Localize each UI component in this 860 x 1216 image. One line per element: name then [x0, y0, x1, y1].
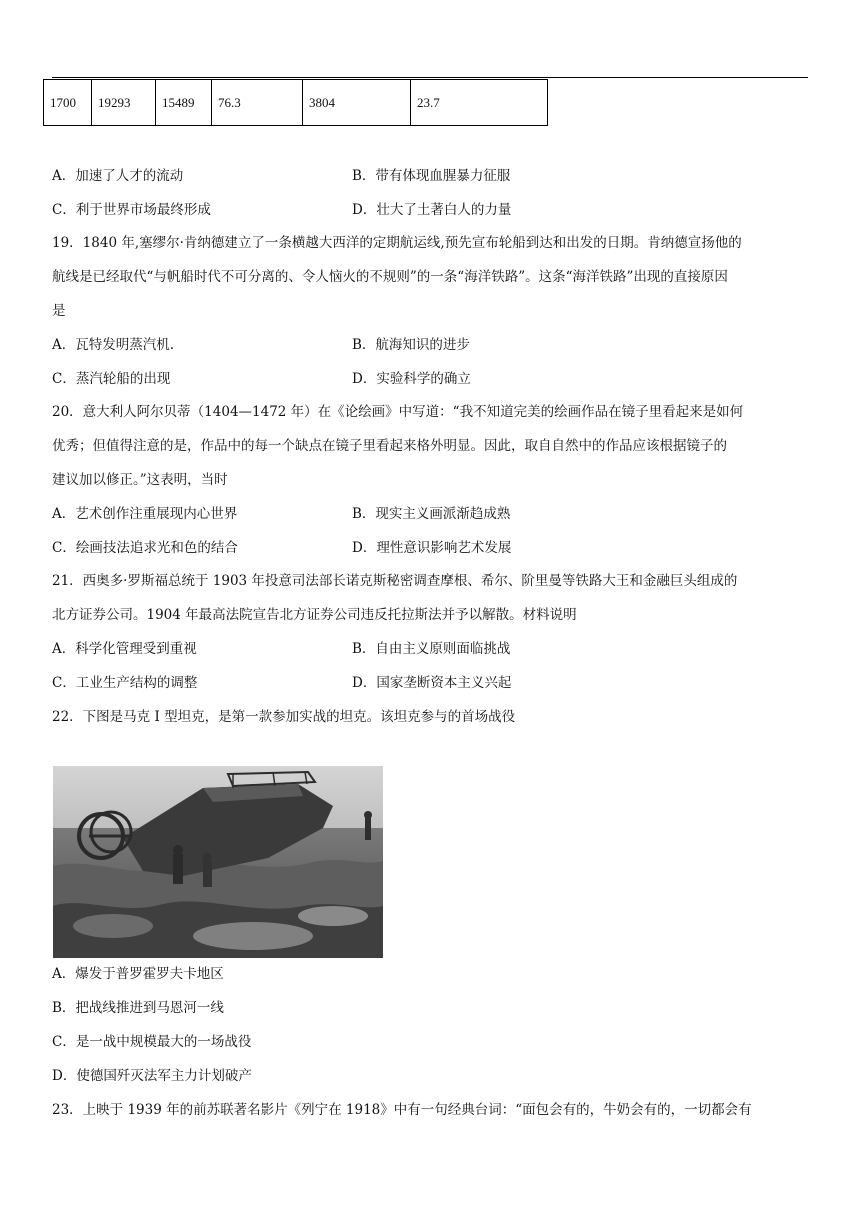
q21-option-a: A．科学化管理受到重视	[52, 641, 197, 657]
q22-option-b: B．把战线推进到马恩河一线	[52, 1000, 224, 1016]
data-table	[43, 79, 548, 126]
table-cell: 23.7	[411, 80, 548, 126]
q18-option-b: B．带有体现血腥暴力征服	[352, 168, 511, 184]
q20-option-d: D．理性意识影响艺术发展	[352, 540, 512, 556]
q19-option-b: B．航海知识的进步	[352, 337, 470, 353]
q21-stem-line2: 北方证券公司。1904 年最高法院宣告北方证券公司违反托拉斯法并予以解散。材料说明	[52, 607, 577, 623]
q18-option-d: D．壮大了土著白人的力量	[352, 202, 512, 218]
table-cell: 76.3	[212, 80, 303, 126]
q20-stem-line2: 优秀；但值得注意的是，作品中的每一个缺点在镜子里看起来格外明显。因此，取自自然中的作品应该根据镜子的	[52, 438, 727, 454]
q22-stem-line1: 22．下图是马克 I 型坦克，是第一款参加实战的坦克。该坦克参与的首场战役	[52, 709, 516, 725]
q19-stem-line3: 是	[52, 303, 66, 319]
q21-option-d: D．国家垄断资本主义兴起	[352, 675, 512, 691]
table-cell: 15489	[156, 80, 212, 126]
q20-stem-line3: 建议加以修正。”这表明，当时	[52, 472, 228, 488]
q20-option-b: B．现实主义画派渐趋成熟	[352, 506, 511, 522]
q19-stem-line1: 19．1840 年,塞缪尔·肯纳德建立了一条横越大西洋的定期航运线,预先宣布轮船到达和出发的日期。肯纳德宣扬他的	[52, 235, 742, 251]
q19-option-d: D．实验科学的确立	[352, 371, 471, 387]
table-row	[44, 80, 548, 126]
q23-stem-line1: 23．上映于 1939 年的前苏联著名影片《列宁在 1918》中有一句经典台词：“面包会有的，牛奶会有的，一切都会有	[52, 1102, 752, 1118]
q19-option-c: C．蒸汽轮船的出现	[52, 371, 171, 387]
q20-option-a: A．艺术创作注重展现内心世界	[52, 506, 238, 522]
q22-option-c: C．是一战中规模最大的一场战役	[52, 1034, 252, 1050]
table-cell: 19293	[92, 80, 156, 126]
q20-stem-line1: 20．意大利人阿尔贝蒂（1404—1472 年）在《论绘画》中写道：“我不知道完美的绘画作品在镜子里看起来是如何	[52, 404, 744, 420]
tank-photo	[53, 766, 383, 958]
q21-stem-line1: 21．西奥多·罗斯福总统于 1903 年投意司法部长诺克斯秘密调查摩根、希尔、阶里曼等铁路大王和金融巨头组成的	[52, 573, 738, 589]
q21-option-b: B．自由主义原则面临挑战	[352, 641, 511, 657]
q18-option-c: C．利于世界市场最终形成	[52, 202, 211, 218]
q20-option-c: C．绘画技法追求光和色的结合	[52, 540, 238, 556]
q19-option-a: A．瓦特发明蒸汽机.	[52, 337, 175, 353]
q22-option-d: D．使德国歼灭法军主力计划破产	[52, 1068, 252, 1084]
q21-option-c: C．工业生产结构的调整	[52, 675, 198, 691]
table-cell: 3804	[303, 80, 411, 126]
header-rule	[52, 77, 808, 78]
tank-photo-image	[53, 766, 383, 958]
table-cell: 1700	[44, 80, 92, 126]
q19-stem-line2: 航线是已经取代“与帆船时代不可分离的、令人恼火的不规则”的一条“海洋铁路”。这条“海洋铁路”出现的直接原因	[52, 269, 728, 285]
q18-option-a: A．加速了人才的流动	[52, 168, 184, 184]
q22-option-a: A．爆发于普罗霍罗夫卡地区	[52, 966, 224, 982]
